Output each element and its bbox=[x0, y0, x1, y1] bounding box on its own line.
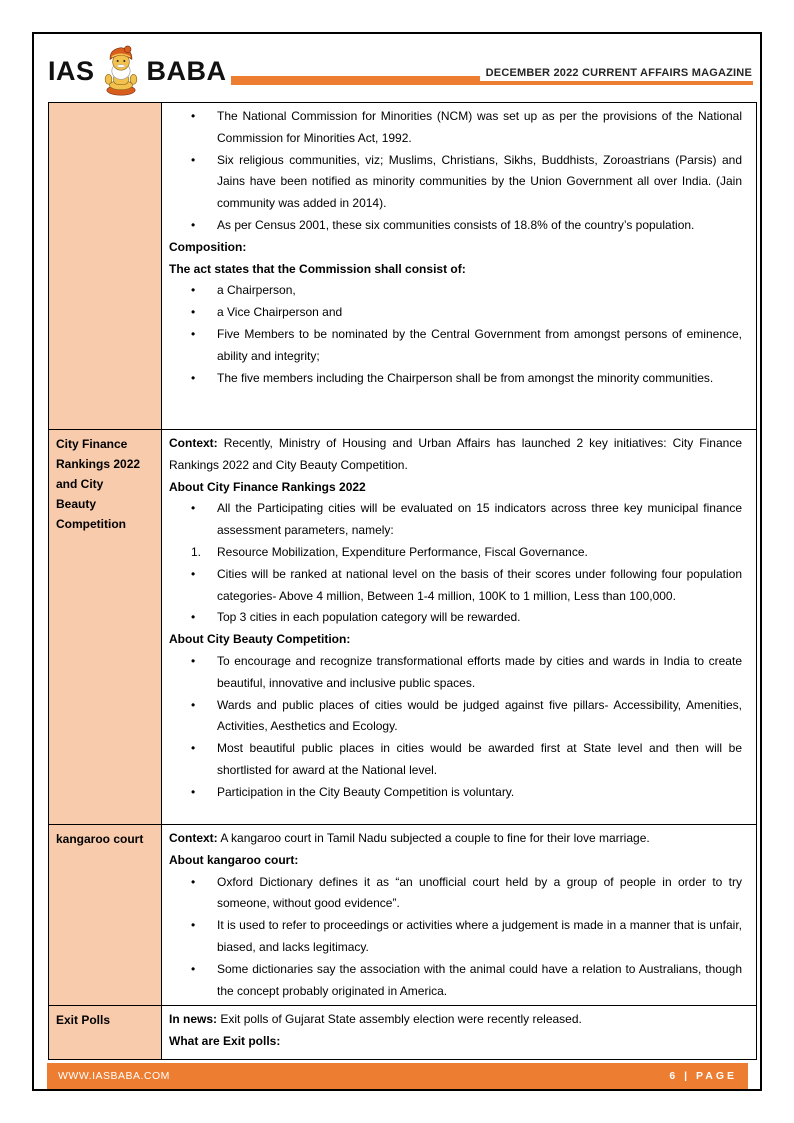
bullet-item bbox=[169, 498, 742, 542]
bullet-text: Most beautiful public places in cities would be awarded first at State level and then will be shortlisted for award at the National level. bbox=[217, 741, 742, 777]
context-label: Context: bbox=[169, 436, 218, 450]
table-row bbox=[49, 103, 757, 430]
bullet-item bbox=[169, 564, 742, 608]
bullet-text: Wards and public places of cities would be judged against five pillars- Accessibility, Amenities, Activities, Aesthetics and Ecology. bbox=[217, 697, 742, 734]
context-label: Context: bbox=[169, 831, 218, 845]
topic-cell: kangaroo court bbox=[49, 825, 162, 1006]
bullet-item bbox=[169, 872, 742, 916]
bullet-item bbox=[169, 607, 742, 629]
bullet-icon bbox=[191, 872, 217, 916]
section-heading: The act states that the Commission shall consist of: bbox=[169, 261, 466, 276]
bullet-text: Six religious communities, viz; Muslims, Christians, Sikhs, Buddhists, Zoroastrians (Parsis) and Jains have been notified as minority communities by the Union Government all over India. (Jain community was added in 2014). bbox=[217, 152, 742, 211]
numbered-item bbox=[169, 542, 742, 564]
bullet-icon bbox=[191, 324, 217, 368]
page-border-frame bbox=[32, 32, 762, 1091]
bullet-item bbox=[169, 106, 742, 150]
section-heading: About City Finance Rankings 2022 bbox=[169, 479, 366, 494]
bullet-text: All the Participating cities will be evaluated on 15 indicators across three key municipal finance assessment parameters, namely: bbox=[217, 501, 742, 538]
logo-text-ias: IAS bbox=[48, 55, 95, 86]
bullet-text: Top 3 cities in each population category will be rewarded. bbox=[217, 610, 521, 625]
bullet-icon bbox=[191, 915, 217, 959]
in-news-label: In news: bbox=[169, 1012, 218, 1027]
section-heading: Composition: bbox=[169, 239, 247, 254]
page-header bbox=[34, 34, 760, 102]
bullet-text: The National Commission for Minorities (NCM) was set up as per the provisions of the National Commission for Minorities Act, 1992. bbox=[217, 109, 742, 145]
number-label: 1. bbox=[191, 544, 202, 559]
bullet-icon bbox=[191, 695, 217, 739]
bullet-text: Some dictionaries say the association with the animal could have a relation to Australians, though the concept probably originated in America. bbox=[217, 961, 742, 998]
table-row bbox=[49, 825, 757, 1006]
bullet-icon bbox=[191, 607, 217, 629]
bullet-text: a Vice Chairperson and bbox=[217, 305, 343, 320]
bullet-text: Oxford Dictionary defines it as “an unofficial court held by a group of people in order to try someone, without good evidence”. bbox=[217, 874, 742, 911]
bullet-item bbox=[169, 302, 742, 324]
bullet-item bbox=[169, 150, 742, 215]
numbered-text: Resource Mobilization, Expenditure Performance, Fiscal Governance. bbox=[217, 544, 588, 559]
bullet-item bbox=[169, 959, 742, 1003]
bullet-icon bbox=[191, 302, 217, 324]
content-cell bbox=[162, 1006, 757, 1060]
iasbaba-logo bbox=[48, 42, 227, 100]
table-row bbox=[49, 430, 757, 825]
bullet-item bbox=[169, 915, 742, 959]
topic-cell: City Finance Rankings 2022 and City Beauty Competition bbox=[49, 430, 162, 825]
section-heading: What are Exit polls: bbox=[169, 1034, 281, 1049]
paragraph bbox=[169, 828, 742, 850]
bullet-text: a Chairperson, bbox=[217, 283, 296, 298]
bullet-icon bbox=[191, 150, 217, 215]
bullet-item bbox=[169, 695, 742, 739]
bullet-icon bbox=[191, 738, 217, 782]
logo-text-baba: BABA bbox=[146, 55, 227, 86]
bullet-icon bbox=[191, 368, 217, 390]
section-heading: About City Beauty Competition: bbox=[169, 632, 351, 647]
bullet-item bbox=[169, 215, 742, 237]
bullet-text: Five Members to be nominated by the Central Government from amongst persons of eminence, ability and integrity; bbox=[217, 326, 742, 363]
bullet-icon bbox=[191, 564, 217, 608]
bullet-item bbox=[169, 782, 742, 804]
table-row bbox=[49, 1006, 757, 1060]
bullet-icon bbox=[191, 215, 217, 237]
bullet-icon bbox=[191, 498, 217, 542]
content-cell bbox=[162, 430, 757, 825]
paragraph-text: A kangaroo court in Tamil Nadu subjected a couple to fine for their love marriage. bbox=[220, 831, 650, 845]
topic-cell: Exit Polls bbox=[49, 1006, 162, 1060]
content-cell bbox=[162, 825, 757, 1006]
bullet-icon bbox=[191, 106, 217, 150]
bullet-text: It is used to refer to proceedings or activities where a judgement is made in a manner that is unfair, biased, and lacks legitimacy. bbox=[217, 918, 742, 954]
topics-table bbox=[48, 102, 757, 1060]
bullet-text: The five members including the Chairperson shall be from amongst the minority communities. bbox=[217, 370, 714, 385]
website-link[interactable]: WWW.IASBABA.COM bbox=[58, 1070, 170, 1082]
paragraph-text: Exit polls of Gujarat State assembly election were recently released. bbox=[220, 1012, 582, 1027]
bullet-text: To encourage and recognize transformational efforts made by cities and wards in India to create beautiful, innovative and inclusive public spaces. bbox=[217, 653, 742, 690]
bullet-item bbox=[169, 280, 742, 302]
footer-bar bbox=[47, 1063, 748, 1089]
bullet-item bbox=[169, 368, 742, 390]
magazine-title: DECEMBER 2022 CURRENT AFFAIRS MAGAZINE bbox=[480, 67, 753, 85]
section-heading: About kangaroo court: bbox=[169, 852, 299, 867]
bullet-text: Cities will be ranked at national level on the basis of their scores under following four population categories- Above 4 million, Between 1-4 million, 100K to 1 million, Less than 100,000. bbox=[217, 566, 742, 603]
bullet-icon bbox=[191, 651, 217, 695]
bullet-icon bbox=[191, 280, 217, 302]
bullet-text: Participation in the City Beauty Competition is voluntary. bbox=[217, 784, 515, 799]
paragraph bbox=[169, 1009, 742, 1031]
baba-mascot-icon bbox=[96, 42, 146, 100]
topic-cell bbox=[49, 103, 162, 430]
orange-divider-bar bbox=[231, 76, 480, 85]
bullet-item bbox=[169, 324, 742, 368]
page-number: 6 | PAGE bbox=[669, 1070, 737, 1082]
bullet-icon bbox=[191, 782, 217, 804]
header-rule bbox=[231, 40, 753, 85]
bullet-text: As per Census 2001, these six communities consists of 18.8% of the country’s population. bbox=[217, 217, 695, 232]
paragraph-text: Recently, Ministry of Housing and Urban Affairs has launched 2 key initiatives: City Finance Rankings 2022 and City Beauty Competition. bbox=[169, 436, 742, 472]
bullet-item bbox=[169, 738, 742, 782]
paragraph bbox=[169, 433, 742, 477]
bullet-icon bbox=[191, 959, 217, 1003]
bullet-item bbox=[169, 651, 742, 695]
content-cell bbox=[162, 103, 757, 430]
